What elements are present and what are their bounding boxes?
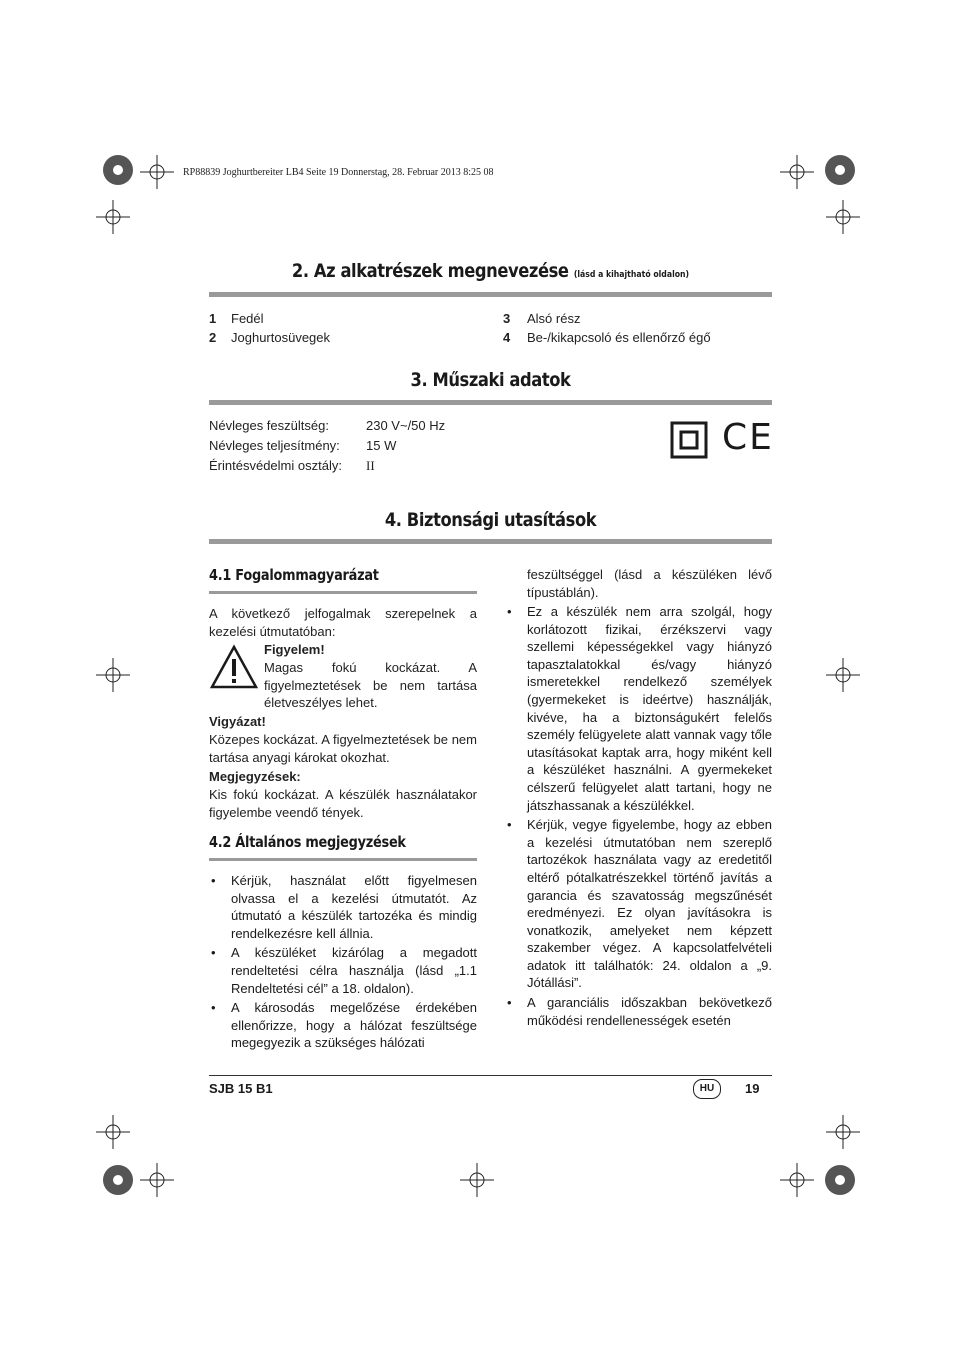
section-4-title: 4. Biztonsági utasítások: [384, 509, 597, 531]
note-title: Megjegyzések:: [209, 769, 301, 784]
part-item: 4 Be-/kikapcsoló és ellenőrző égő: [503, 330, 711, 345]
warning-title: Figyelem!: [264, 642, 325, 657]
crosshair-icon: [780, 155, 814, 189]
list-item: • A garanciális időszakban bekövetkező működési rendellenességek esetén: [505, 994, 772, 1029]
spec-value: II: [366, 458, 375, 473]
caution-title: Vigyázat!: [209, 714, 266, 729]
footer-model: SJB 15 B1: [209, 1081, 273, 1096]
bullet-list-right: [505, 603, 772, 1029]
section-3-title: 3. Műszaki adatok: [410, 369, 571, 391]
note-text: Kis fokú kockázat. A készülék használatakor figyelembe veendő tények.: [209, 787, 477, 820]
list-item: • Kérjük, vegye figyelembe, hogy az ebben a kezelési útmutatóban nem szereplő tartozékok használata vagy az eredetitől eltérő pótalkatrészekkel történő javítás a garancia és szavatosság megszűnését eredményezi. Ez olyan javításokra is vonatkozik, amelyeket nem képzett szakember végez. A kapcsolatfelvételi adatok itt találhatók: 24. oldalon a „9. Jótállási”.: [505, 816, 772, 992]
crosshair-icon: [140, 1163, 174, 1197]
section-2-title: 2. Az alkatrészek megnevezése (lásd a kihajtható oldalon): [291, 260, 690, 282]
list-item: • Kérjük, használat előtt figyelmesen olvassa el a kezelési útmutatót. Az útmutató a készülék tartozéka és mindig rendelkezésre kell állnia.: [209, 872, 477, 942]
list-item: • Ez a készülék nem arra szolgál, hogy korlátozott fizikai, érzékszervi vagy szellemi képességekkel vagy hiányzó tapasztalatokkal és/vagy hiányzó ismeretekkel rendelkező személyek (gyermekeket is ideértve) használják, kivéve, ha a biztonságukért felelős személy felügyelete alatt vannak vagy tőle utasításokat kaptak arra, hogy miként kell a készüléket használni. A gyermekeket célszerű felügyelet alatt tartani, hogy ne játszhassanak a készülékkel.: [505, 603, 772, 814]
part-item: 2 Joghurtosüvegek: [209, 330, 331, 345]
crosshair-icon: [96, 1115, 130, 1149]
footer-rule: [209, 1075, 772, 1076]
crosshair-icon: [96, 658, 130, 692]
crosshair-icon: [140, 155, 174, 189]
section-rule: [209, 400, 772, 405]
continuation-text: feszültséggel (lásd a készüléken lévő típustáblán).: [527, 567, 772, 600]
spec-label: Érintésvédelmi osztály:: [209, 458, 342, 473]
crosshair-icon: [826, 658, 860, 692]
print-header: RP88839 Joghurtbereiter LB4 Seite 19 Donnerstag, 28. Februar 2013 8:25 08: [183, 167, 494, 178]
list-item: • A készüléket kizárólag a megadott rendeltetési célra használja (lásd „1.1 Rendeltetési cél” a 18. oldalon).: [209, 944, 477, 997]
crosshair-icon: [780, 1163, 814, 1197]
crosshair-icon: [96, 200, 130, 234]
intro-text: A következő jelfogalmak szerepelnek a kezelési útmutatóban:: [209, 606, 477, 639]
spec-value: 15 W: [366, 438, 397, 453]
registration-mark-icon: [820, 1160, 860, 1200]
warning-text: Magas fokú kockázat. A figyelmeztetések be nem tartása életveszélyes lehet.: [264, 660, 477, 711]
page-number: 19: [745, 1081, 760, 1096]
section-rule: [209, 292, 772, 297]
subsection-4-2-title: 4.2 Általános megjegyzések: [209, 833, 406, 851]
protection-class-ii-icon: [670, 421, 708, 459]
subsection-4-1-title: 4.1 Fogalommagyarázat: [209, 566, 379, 584]
caution-text: Közepes kockázat. A figyelmeztetések be nem tartása anyagi károkat okozhat.: [209, 732, 477, 765]
spec-label: Névleges teljesítmény:: [209, 438, 340, 453]
section-2-note: (lásd a kihajtható oldalon): [573, 270, 690, 280]
language-badge: HU: [693, 1079, 721, 1099]
list-item: • A károsodás megelőzése érdekében ellenőrizze, hogy a hálózat feszültsége megegyezik a szükséges hálózati: [209, 999, 477, 1052]
spec-value: 230 V~/50 Hz: [366, 418, 446, 433]
warning-triangle-icon: [209, 644, 259, 690]
crosshair-icon: [826, 1115, 860, 1149]
ce-mark-icon: CE: [722, 417, 774, 458]
part-item: 3 Alsó rész: [503, 311, 581, 326]
subsection-rule: [209, 591, 477, 594]
registration-mark-icon: [820, 150, 860, 190]
section-rule: [209, 539, 772, 544]
registration-mark-icon: [98, 150, 138, 190]
subsection-rule: [209, 858, 477, 861]
crosshair-icon: [826, 200, 860, 234]
bullet-list-left: [209, 872, 477, 1052]
spec-label: Névleges feszültség:: [209, 418, 329, 433]
part-item: 1 Fedél: [209, 311, 264, 326]
registration-mark-icon: [98, 1160, 138, 1200]
crosshair-icon: [460, 1163, 494, 1197]
